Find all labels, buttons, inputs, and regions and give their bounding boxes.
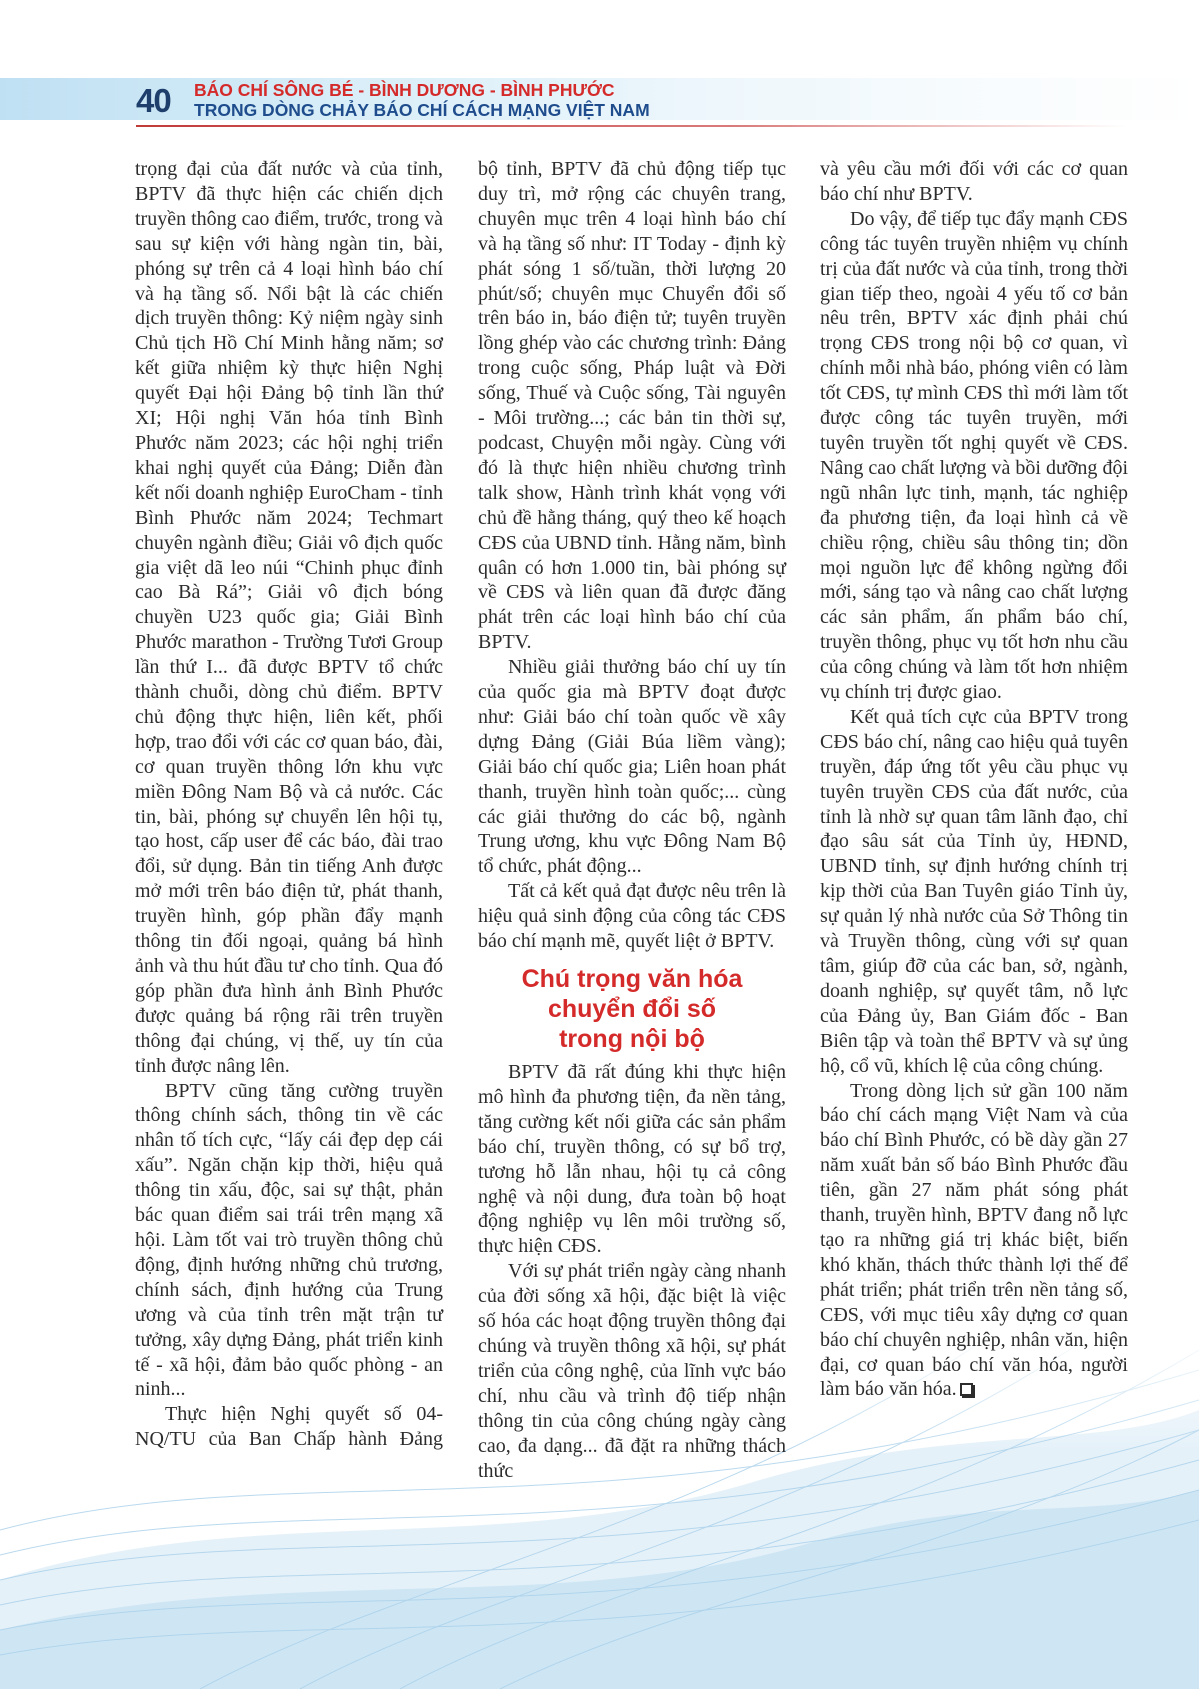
paragraph: và yêu cầu mới đối với các cơ quan báo chí như BPTV. bbox=[820, 158, 1128, 205]
paragraph: BPTV cũng tăng cường truyền thông chính sách, thông tin về các nhân tố tích cực, “lấy cái đẹp dẹp cái xấu”. Ngăn chặn kịp thời, hiệu quả thông tin xấu, độc, sai sự thật, phản bác quan điểm sai trái trên mạng xã hội. Làm tốt vai trò truyền thông chủ động, định hướng những chủ trương, chính sách, định hướng của Trung ương và của tỉnh trên mặt trận tư tưởng, xây dựng Đảng, phát triển kinh tế - xã hội, đảm bảo quốc phòng - an ninh... bbox=[135, 1079, 443, 1401]
paragraph: bộ tỉnh, BPTV đã chủ động tiếp tục duy trì, mở rộng các chuyên trang, chuyên mục trên 4 loại hình báo chí và hạ tầng số như: IT Today - định kỳ phát sóng 1 số/tuần, thời lượng 20 phút/số; chuyên mục Chuyển đổi số trên báo in, báo điện tử; tuyên truyền lồng ghép vào các chương trình: Đảng trong cuộc sống, Pháp luật và Đời sống, Thuế và Cuộc sống, Tài nguyên - Môi trường...; các bản tin thời sự, podcast, Chuyện mỗi ngày. Cùng với đó là thực hiện nhiều chương trình talk show, Hành trình khát vọng với chủ đề hằng tháng, quý theo kế hoạch CĐS của UBND tỉnh. Hằng năm, bình quân có hơn 1.000 tin, bài phóng sự về CĐS và liên quan đã được đăng phát trên các loại hình báo chí của BPTV. bbox=[478, 158, 786, 654]
text-column-2 bbox=[478, 157, 786, 1483]
end-of-article-icon bbox=[960, 1383, 973, 1396]
running-title-line-2: TRONG DÒNG CHẢY BÁO CHÍ CÁCH MẠNG VIỆT NAM bbox=[194, 100, 650, 120]
paragraph: Nhiều giải thưởng báo chí uy tín của quốc gia mà BPTV đoạt được như: Giải báo chí toàn quốc về xây dựng Đảng (Giải Búa liềm vàng); Giải báo chí quốc gia; Liên hoan phát thanh, truyền hình toàn quốc;... cùng các giải thưởng do các bộ, ngành Trung ương, khu vực Đông Nam Bộ tổ chức, phát động... bbox=[478, 656, 786, 878]
paragraph-text: Trong dòng lịch sử gần 100 năm báo chí cách mạng Việt Nam và của báo chí Bình Phước, có bề dày gần 27 năm xuất bản số báo Bình Phước đầu tiên, gần 27 năm phát sóng phát thanh, truyền hình, BPTV đang nỗ lực tạo ra những giá trị khác biệt, biến khó khăn, thách thức thành lợi thế để phát triển; phát triển trên nền tảng số, CĐS, với mục tiêu xây dựng cơ quan báo chí chuyên nghiệp, nhân văn, hiện đại, cơ quan báo chí văn hóa, người làm báo văn hóa. bbox=[820, 1079, 1128, 1401]
section-heading bbox=[478, 964, 786, 1054]
text-column-3 bbox=[820, 157, 1128, 1402]
paragraph: Kết quả tích cực của BPTV trong CĐS báo chí, nâng cao hiệu quả tuyên truyền, đáp ứng tốt yêu cầu phục vụ tuyên truyền CĐS của đất nước, của tỉnh là nhờ sự quan tâm lãnh đạo, chỉ đạo sâu sát của Tỉnh ủy, HĐND, UBND tỉnh, sự định hướng chính trị kịp thời của Ban Tuyên giáo Tỉnh ủy, sự quản lý nhà nước của Sở Thông tin và Truyền thông, cùng với sự quan tâm, giúp đỡ của các ban, sở, ngành, doanh nghiệp, sự quyết tâm, nỗ lực của Đảng ủy, Ban Giám đốc - Ban Biên tập và toàn thể BPTV và sự ủng hộ, cổ vũ, khích lệ của công chúng. bbox=[820, 705, 1128, 1077]
section-heading-line: chuyển đổi số bbox=[547, 995, 717, 1023]
running-title-line-1: BÁO CHÍ SÔNG BÉ - BÌNH DƯƠNG - BÌNH PHƯỚC bbox=[194, 80, 615, 100]
section-heading-line: Chú trọng văn hóa bbox=[521, 965, 743, 993]
page-number: 40 bbox=[136, 82, 171, 119]
section-heading-line: trong nội bộ bbox=[559, 1025, 705, 1053]
text-column-1 bbox=[135, 157, 443, 1452]
paragraph: BPTV đã rất đúng khi thực hiện mô hình đa phương tiện, đa nền tảng, tăng cường kết nối giữa các sản phẩm báo chí, truyền thông, có sự bổ trợ, tương hỗ lẫn nhau, hội tụ cả công nghệ và nội dung, đưa toàn bộ hoạt động nghiệp vụ lên môi trường số, thực hiện CĐS. bbox=[478, 1061, 786, 1258]
paragraph: trọng đại của đất nước và của tỉnh, BPTV đã thực hiện các chiến dịch truyền thông cao điểm, trước, trong và sau sự kiện với hàng ngàn tin, bài, phóng sự trên cả 4 loại hình báo chí và hạ tầng số. Nổi bật là các chiến dịch truyền thông: Kỷ niệm ngày sinh Chủ tịch Hồ Chí Minh hằng năm; sơ kết giữa nhiệm kỳ thực hiện Nghị quyết Đại hội Đảng bộ tỉnh lần thứ XI; Hội nghị Văn hóa tỉnh Bình Phước năm 2023; các hội nghị triển khai nghị quyết của Đảng; Diễn đàn kết nối doanh nghiệp EuroCham - tỉnh Bình Phước năm 2024; Techmart chuyên ngành điều; Giải vô địch quốc gia việt dã leo núi “Chinh phục đỉnh cao Bà Rá”; Giải vô địch bóng chuyền U23 quốc gia; Giải Bình Phước marathon - Trường Tươi Group lần thứ I... đã được BPTV tổ chức thành chuỗi, dòng chủ điểm. BPTV chủ động thực hiện, liên kết, phối hợp, trao đổi với các cơ quan báo, đài, cơ quan truyền thông lớn khu vực miền Đông Nam Bộ và cả nước. Các tin, bài, phóng sự chuyển lên hội tụ, tạo host, cấp user để các báo, đài trao đổi, sử dụng. Bản tin tiếng Anh được mở mới trên báo điện tử, phát thanh, truyền hình, góp phần đẩy mạnh thông tin đối ngoại, quảng bá hình ảnh và thu hút đầu tư cho tỉnh. Qua đó góp phần đưa hình ảnh Bình Phước được quảng bá rộng rãi trên truyền thông đại chúng, vị thế, uy tín của tỉnh được nâng lên. bbox=[135, 158, 443, 1077]
final-paragraph bbox=[820, 1079, 1128, 1403]
paragraph: Thực hiện Nghị quyết số 04-NQ/TU của Ban Chấp hành Đảng bbox=[135, 1403, 443, 1451]
paragraph: Tất cả kết quả đạt được nêu trên là hiệu quả sinh động của công tác CĐS báo chí mạnh mẽ, quyết liệt ở BPTV. bbox=[478, 880, 786, 953]
header-divider bbox=[136, 125, 1127, 127]
paragraph: Với sự phát triển ngày càng nhanh của đời sống xã hội, đặc biệt là việc số hóa các hoạt động truyền thông đại chúng và truyền thông xã hội, sự phát triển của công nghệ, của lĩnh vực báo chí, nhu cầu và trình độ tiếp nhận thông tin của công chúng ngày càng cao, đa dạng... đã đặt ra những thách thức bbox=[478, 1260, 786, 1482]
paragraph: Do vậy, để tiếp tục đẩy mạnh CĐS công tác tuyên truyền nhiệm vụ chính trị của đất nước và của tỉnh, trong thời gian tiếp theo, ngoài 4 yếu tố cơ bản nêu trên, BPTV xác định phải chú trọng CĐS trong nội bộ cơ quan, vì chính mỗi nhà báo, phóng viên có làm tốt CĐS, tự mình CĐS thì mới làm tốt được công tác tuyên truyền, mới tuyên truyền tốt nghị quyết về CĐS. Nâng cao chất lượng và bồi dưỡng đội ngũ nhân lực tinh, mạnh, tác nghiệp đa phương tiện, đa loại hình cả về chiều rộng, chiều sâu thông tin; dồn mọi nguồn lực để không ngừng đổi mới, sáng tạo và nâng cao chất lượng các sản phẩm, ấn phẩm báo chí, truyền thông, phục vụ tốt hơn nhu cầu của công chúng và làm tốt hơn nhiệm vụ chính trị được giao. bbox=[820, 207, 1128, 704]
